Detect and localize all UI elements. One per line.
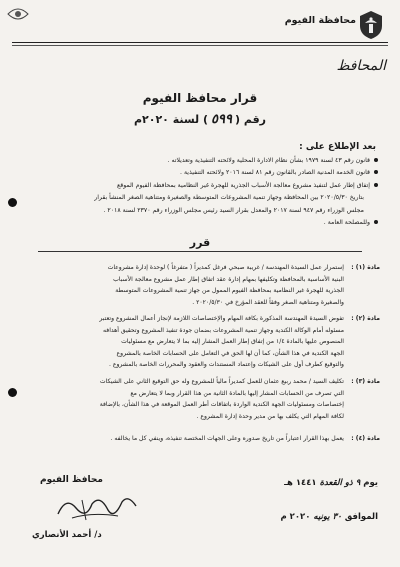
bullet-icon — [374, 170, 378, 174]
governorate-logo-icon — [358, 10, 384, 40]
references-list — [22, 155, 378, 229]
punch-hole-icon — [8, 198, 17, 207]
reference-item: وللمصلحة العامة . — [22, 217, 378, 229]
reference-item-continuation: بتاريخ ٢٠٢٠/٥/٣٠ بين المحافظة وجهاز تنمية المشروعات المتوسطة والصغيرة ومتناهية الصغر المنشأ بقرار — [94, 194, 364, 202]
signer-name: د/ أحمد الأنصاري — [32, 530, 102, 540]
article-text: تكليف السيد / محمد ربيع عثمان للعمل كمديراً مالياً للمشروع وله حق التوقيع الثاني على الشيكات التي تصرف من الحسابات المشار إليها بالمادة الثانية من هذا القرار وبما لا يتعارض مع إختصاصات ومسئوليات الجهة الكندية الواردة باتفاقات أطر العمل الموقعة في هذا الشأن، بالإضافة لكافة المهام التي يكلف بها من مدير وحدة إدارة المشروع . — [99, 378, 344, 420]
article-2 — [20, 313, 380, 371]
bullet-icon — [374, 158, 378, 162]
gregorian-date: الموافق ٣٠ يونيه ٢٠٢٠ م — [280, 512, 378, 522]
decree-number-line — [0, 112, 400, 127]
article-label: مادة (٢) : — [351, 315, 380, 322]
reference-item-continuation: مجلس الوزراء رقم ٩٤٧ لسنة ٢٠١٧ والمعدل بقرار السيد رئيس مجلس الوزراء رقم ٢٣٧٠ لسنة ٢٠١٨ . — [103, 206, 364, 214]
governor-handwritten-label: المحافظ — [336, 58, 386, 74]
decree-number: ٥٩٩ — [211, 112, 232, 127]
article-text: يعمل بهذا القرار اعتباراً من تاريخ صدوره وعلى الجهات المختصة تنفيذه، وينفي كل ما يخالفه . — [110, 435, 344, 442]
decree-number-suffix: ) لسنة ٢٠٢٠م — [133, 113, 209, 126]
article-label: مادة (٣) : — [351, 378, 380, 385]
reference-item: قانون الخدمة المدنية الصادر بالقانون رقم ٨١ لسنة ٢٠١٦ ولائحته التنفيذية . — [22, 167, 378, 179]
article-label: مادة (١) : — [351, 264, 380, 271]
punch-hole-icon — [8, 388, 17, 397]
corner-emblem-icon — [6, 4, 30, 24]
decree-number-prefix: رقم ( — [235, 113, 267, 126]
reference-item: قانون رقم ٤٣ لسنة ١٩٧٩ بشأن نظام الادارة المحلية ولائحته التنفيذية وتعديلاته . — [22, 155, 378, 167]
hijri-date: يوم ٩ ذو القعدة ١٤٤١ هـ — [284, 478, 378, 488]
header-rule-thin — [12, 45, 388, 46]
decided-rule — [38, 251, 362, 252]
bullet-icon — [374, 220, 378, 224]
signer-title: محافظ الفيوم — [40, 475, 103, 485]
article-4 — [20, 433, 380, 445]
article-1 — [20, 262, 380, 308]
after-review-heading: بعد الإطلاع على : — [299, 142, 376, 152]
handwritten-signature-icon — [52, 490, 142, 526]
article-label: مادة (٤) : — [351, 435, 380, 442]
bullet-icon — [374, 183, 378, 187]
article-3 — [20, 376, 380, 422]
decided-heading: قرر — [189, 236, 211, 249]
article-text: تفوض السيدة المهندسة المذكورة بكافة المهام والإختصاصات اللازمة لإنجاز أعمال المشروع وتعتبر مسئوله أمام الوكالة الكندية وجهاز تنمية المشروعات بضمان جودة تنفيذ المشروع وتحقيق أهدافه المنصوص عليها بالمادة ١/٤ من إتفاق إطار العمل المشار إليه بما لا يتعارض مع مسئوليات الجهة الكندية في هذا الشأن، كما أن لها الحق في التعامل على الحسابات الخاصة بالمشروع والتوقيع كطرف أول على الشيكات وإعتماد المستندات والعقود والمحررات الخاصة بالمشروع . — [99, 315, 344, 369]
governorate-name: محافظة الفيوم — [284, 15, 356, 26]
article-text: إستمرار عمل السيدة المهندسة / غريبة صبحي فرغل كمديراً ( متفرغاً ) لوحدة إدارة مشروعات البنية الأساسية بالمحافظة وتكليفها بمهام إدارة عقد اتفاق إطار عمل مشروع معالجة الأسباب الجذرية للهجرة غير النظامية بمحافظة الفيوم الممول من جهاز تنمية المشروعات المتوسطة والصغيرة ومتناهية الصغر وفقاً للعقد المؤرخ في ٢٠٢٠/٥/٣٠ . — [107, 264, 344, 306]
header-rule — [12, 42, 388, 43]
decree-title: قرار محافظ الفيوم — [142, 91, 258, 105]
reference-item: إتفاق إطار عمل لتنفيذ مشروع معالجة الأسباب الجذرية للهجرة غير النظامية بمحافظة الفيوم الموقع — [22, 180, 378, 192]
